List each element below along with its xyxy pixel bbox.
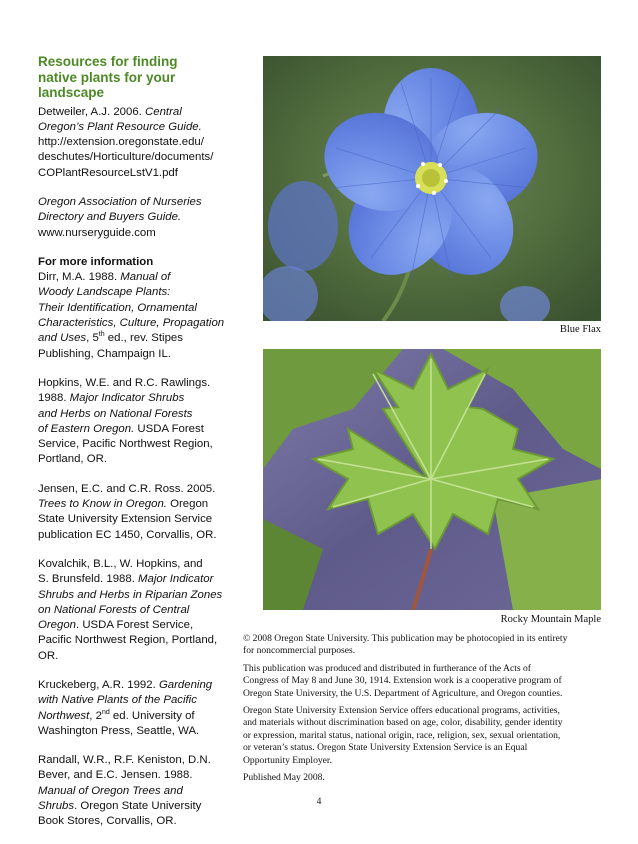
rocky-mountain-maple-caption: Rocky Mountain Maple	[500, 614, 601, 625]
acts-notice: This publication was produced and distributed in furtherance of the Acts of Congress of May 8 and June 30, 1914. Extension work is a cooperative program of Oregon State University, the U.S. Department of Agriculture, and Oregon counties.	[243, 662, 563, 699]
copyright-notice: © 2008 Oregon State University. This publication may be photocopied in its entirety for noncommercial purposes.	[243, 633, 568, 657]
resource-link[interactable]: http://extension.oregonstate.edu/	[38, 136, 204, 149]
reference-jensen: Jensen, E.C. and C.R. Ross. 2005. Trees to Know in Oregon. Oregon State University Extension Service publication EC 1450, Corvallis, OR.	[38, 482, 217, 541]
equal-opportunity-notice: Oregon State University Extension Service offers educational programs, activities, and materials without discrimination based on age, color, disability, gender identity or expression, marital status, national origin, race, religion, sex, sexual orientation, or veteran’s status. Oregon State University Extension Service is an Equal Opportunity Employer.	[243, 705, 563, 766]
reference-dirr: For more information Dirr, M.A. 1988. Manual of Woody Landscape Plants: Their Identification, Ornamental Characteristics, Culture, Propagation and Uses, 5th ed., rev. Stipes Publishing, Champaign IL.	[38, 255, 234, 362]
reference-oan: Oregon Association of Nurseries Directory and Buyers Guide. www.nurseryguide.com	[38, 195, 234, 241]
reference-detweiler: Detweiler, A.J. 2006. Central Oregon’s Plant Resource Guide. http://extension.oregonstate.edu/ deschutes/Horticulture/documents/ COPlantResourceLstV1.pdf	[38, 105, 234, 181]
legal-notice	[243, 633, 603, 789]
nursery-guide-link[interactable]: www.nurseryguide.com	[38, 226, 156, 239]
more-info-header: For more information	[38, 255, 154, 268]
section-heading: Resources for finding native plants for your landscape	[38, 54, 178, 100]
blue-flax-caption: Blue Flax	[559, 324, 601, 335]
reference-hopkins: Hopkins, W.E. and R.C. Rawlings. 1988. Major Indicator Shrubs and Herbs on National Forests of Eastern Oregon. USDA Forest Service, Pacific Northwest Region, Portland, OR.	[38, 376, 213, 466]
page-number: 4	[316, 797, 322, 807]
reference-kovalchik: Kovalchik, B.L., W. Hopkins, and S. Brunsfeld. 1988. Major Indicator Shrubs and Herbs in Riparian Zones on National Forests of Central Oregon. USDA Forest Service, Pacific Northwest Region, Portland, OR.	[38, 557, 223, 662]
published-date: Published May 2008.	[243, 772, 325, 784]
references-column	[38, 54, 234, 844]
reference-kruckeberg: Kruckeberg, A.R. 1992. Gardening with Native Plants of the Pacific Northwest, 2nd ed. University of Washington Press, Seattle, WA.	[38, 679, 213, 737]
blue-flax-photo	[263, 56, 601, 321]
reference-randall: Randall, W.R., R.F. Keniston, D.N. Bever, and E.C. Jensen. 1988. Manual of Oregon Trees and Shrubs. Oregon State University Book Stores, Corvallis, OR.	[38, 754, 211, 828]
rocky-mountain-maple-photo	[263, 349, 601, 610]
